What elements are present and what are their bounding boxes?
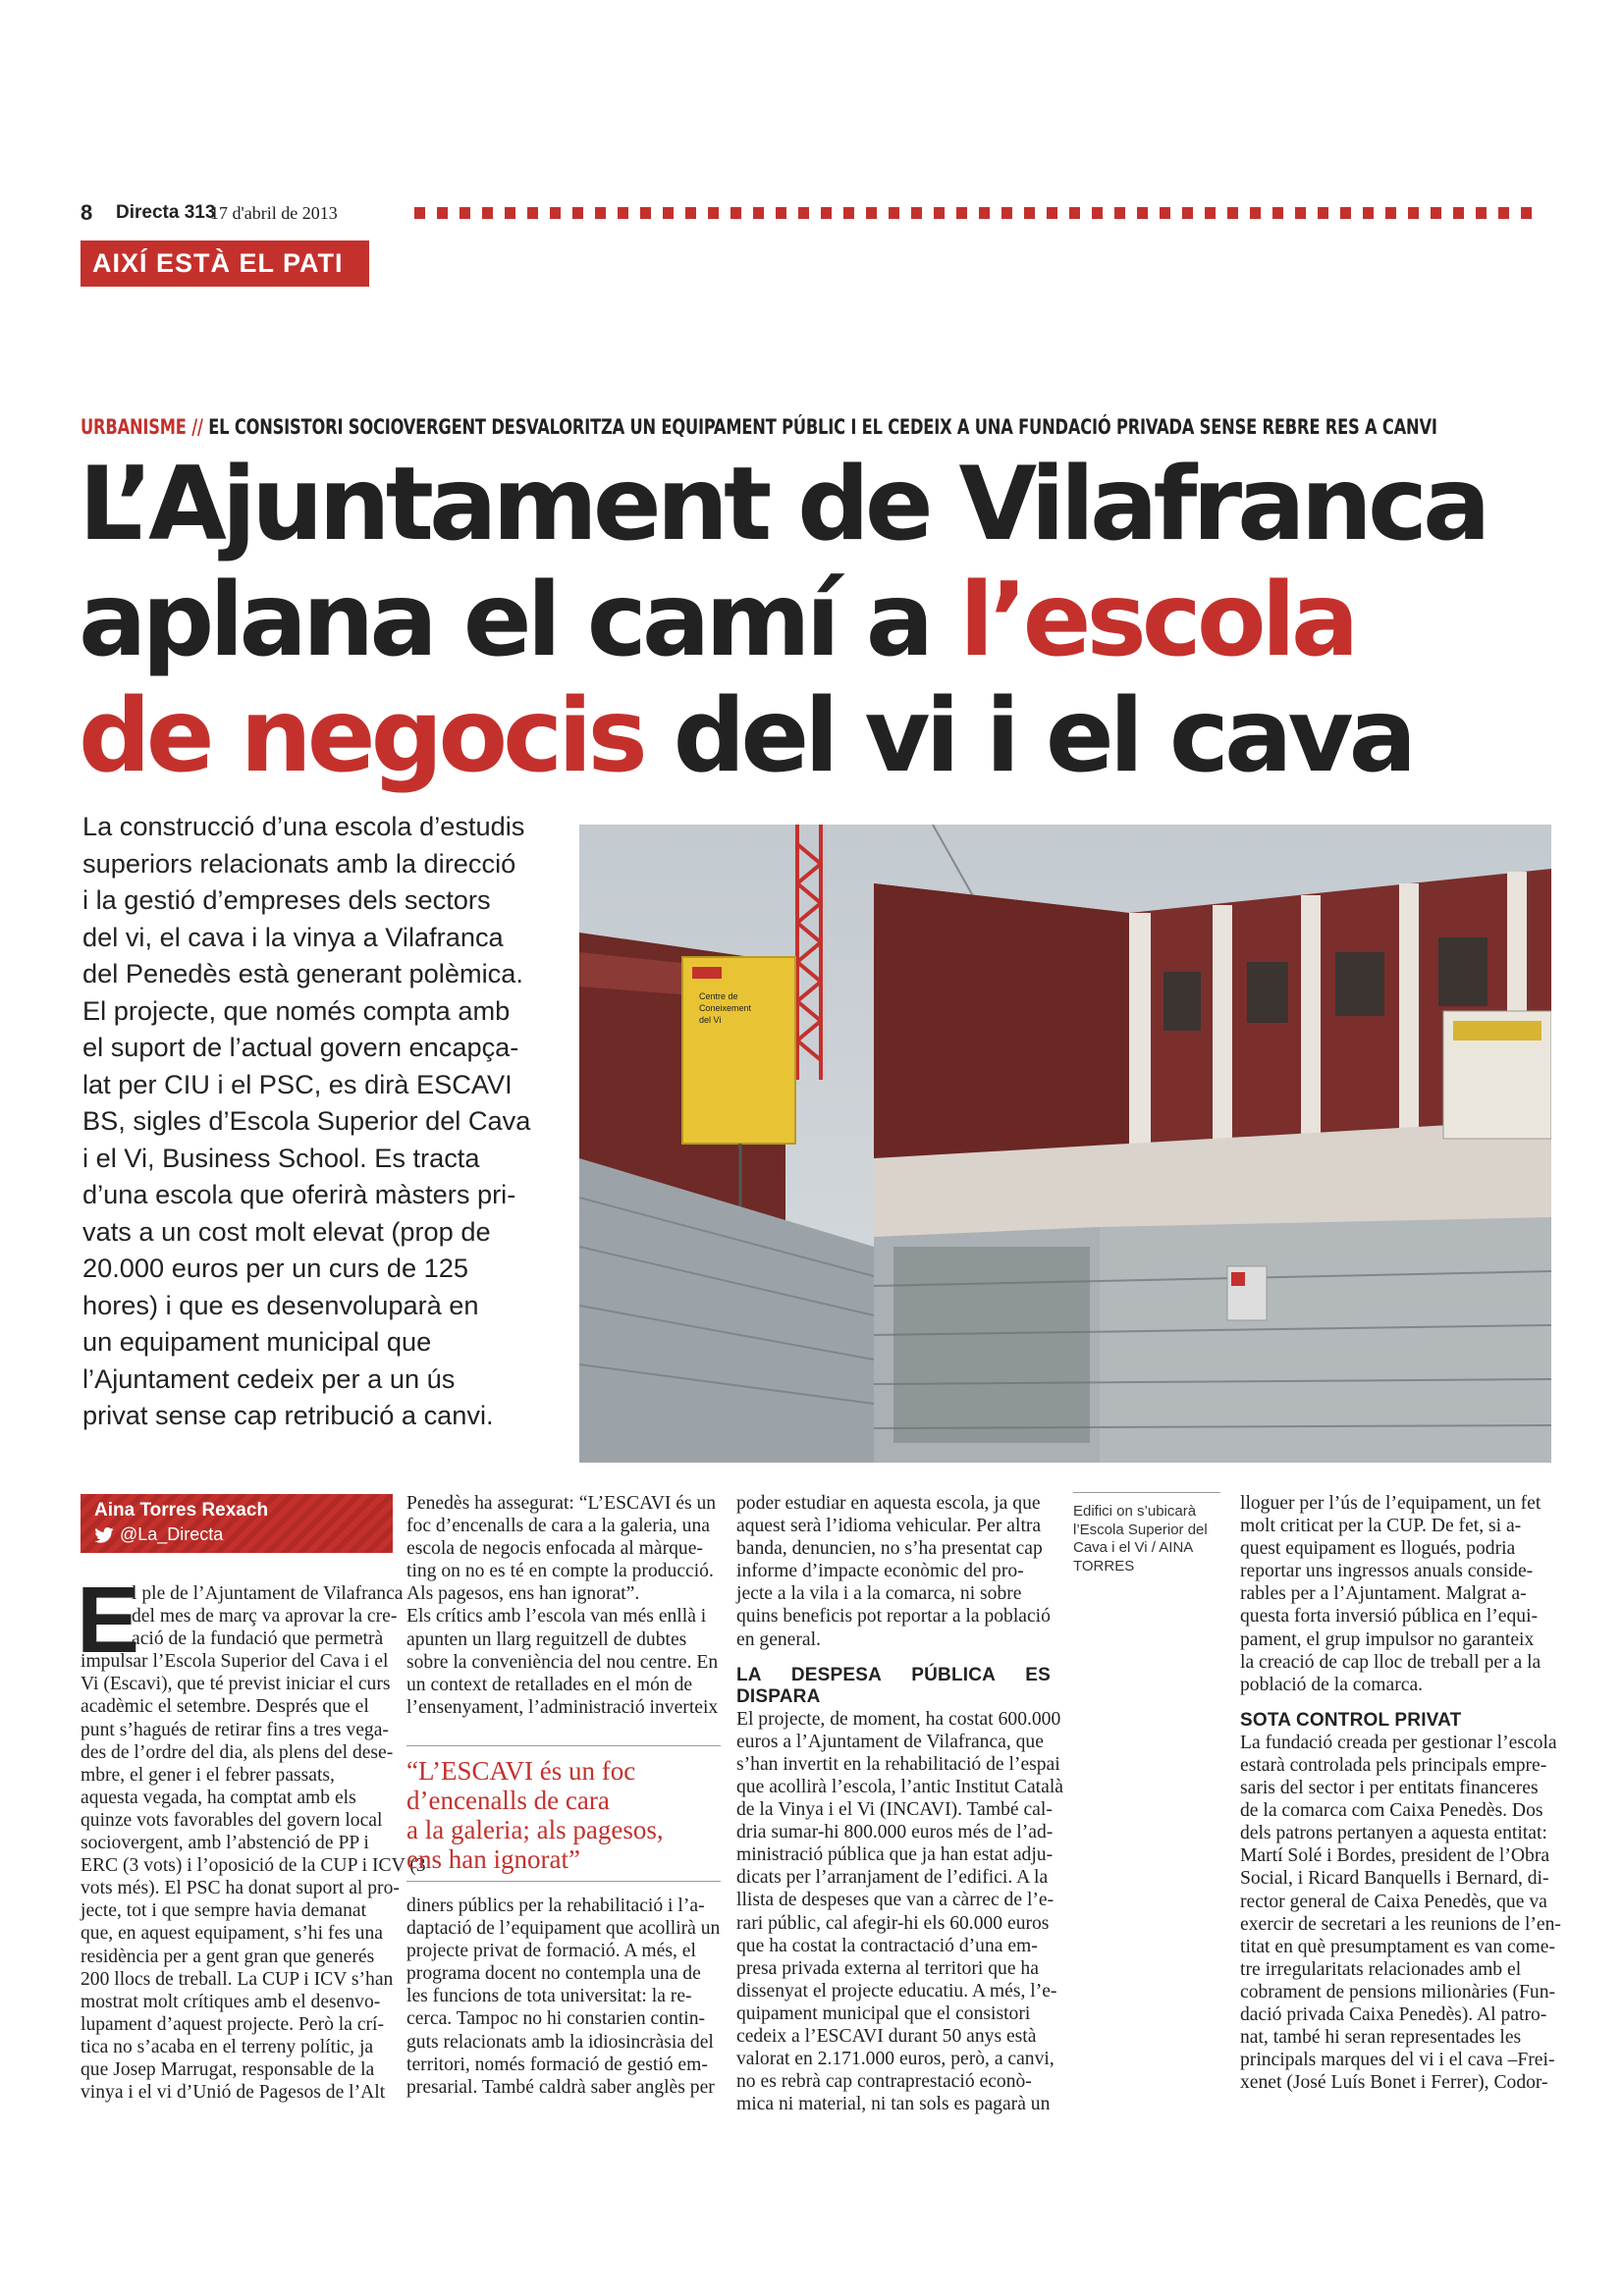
lead-line: un equipament municipal que: [82, 1326, 432, 1357]
col3b-line: El projecte, de moment, ha costat 600.000: [736, 1708, 1061, 1730]
col4b-line: La fundació creada per gestionar l’escola: [1240, 1732, 1557, 1753]
dropcap: E: [77, 1568, 140, 1673]
pull-line: d’encenalls de cara: [406, 1786, 610, 1815]
caption-line: l’Escola Superior del: [1073, 1521, 1208, 1538]
kicker-text: EL CONSISTORI SOCIOVERGENT DESVALORITZA UN EQUIPAMENT PÚBLIC I EL CEDEIX A UNA FUNDACIÓ PRIVADA SENSE REBRE RES A CANVI: [208, 415, 1437, 439]
col1-line: residència per a gent gran que generés: [81, 1946, 375, 1967]
photo-caption: [1073, 1492, 1220, 1575]
pull-line: ens han ignorat”: [406, 1844, 580, 1874]
kicker-category: URBANISME //: [81, 415, 203, 439]
col4b-line: Social, i Ricard Banquells i Bernard, di-: [1240, 1868, 1549, 1890]
col1-line: l ple de l’Ajuntament de Vilafranca: [132, 1583, 404, 1604]
lead-line: hores) i que es desenvoluparà en: [82, 1289, 479, 1320]
col1-line: ació de la fundació que permetrà: [132, 1629, 384, 1650]
col4a-line: població de la comarca.: [1240, 1674, 1424, 1695]
col3b-line: valorat en 2.171.000 euros, però, a canvi,: [736, 2049, 1055, 2070]
body-column-1: [81, 1582, 426, 2104]
col2b-line: diners públics per la rehabilitació i l’a-: [406, 1896, 705, 1916]
col1-line: jecte, tot i que sempre havia demanat: [81, 1900, 367, 1922]
headline-line-3-highlight: de negocis: [79, 677, 643, 795]
lead-line: 20.000 euros per un curs de 125: [82, 1253, 468, 1283]
col2-line: Als pagesos, ens han ignorat”.: [406, 1583, 640, 1605]
headline-line-3: [79, 678, 1571, 794]
col2-line: Penedès ha assegurat: “L’ESCAVI és un: [406, 1493, 717, 1514]
col4b-line: nat, també hi seran representades les: [1240, 2027, 1522, 2049]
col1-line: Vi (Escavi), que té previst iniciar el curs: [81, 1674, 391, 1695]
building-illustration: [579, 825, 1551, 1463]
body-column-2: [406, 1492, 721, 1719]
col2-line: apunten un llarg reguitzell de dubtes: [406, 1629, 687, 1650]
pull-line: “L’ESCAVI és un foc: [406, 1756, 636, 1786]
svg-text:del Vi: del Vi: [699, 1015, 722, 1025]
pull-quote: [406, 1745, 721, 1874]
col4b-line: xenet (José Luís Bonet i Ferrer), Codor-: [1240, 2072, 1548, 2094]
lead-line: el suport de l’actual govern encapça-: [82, 1032, 519, 1062]
col3a-line: quins beneficis pot reportar a la població: [736, 1606, 1051, 1628]
lead-line: La construcció d’una escola d’estudis: [82, 811, 525, 841]
lead-line: del Penedès està generant polèmica.: [82, 958, 523, 988]
col4b-line: cobrament de pensions milionàries (Fun-: [1240, 1981, 1556, 2002]
col3a-line: jecte a la vila i a la comarca, ni sobre: [736, 1583, 1022, 1605]
col2-line: foc d’encenalls de cara a la galeria, una: [406, 1516, 710, 1537]
twitter-handle[interactable]: [94, 1524, 223, 1545]
col3b-line: quipament municipal que el consistori: [736, 2002, 1031, 2024]
col1-line: del mes de març va aprovar la cre-: [132, 1606, 398, 1628]
col3b-line: de la Vinya i el Vi (INCAVI). També cal-: [736, 1799, 1053, 1821]
lead-line: vats a un cost molt elevat (prop de: [82, 1215, 491, 1247]
col1-line: ERC (3 vots) i l’oposició de la CUP i ICV (3: [81, 1855, 426, 1877]
col1-line: vots més). El PSC ha donat suport al pro-: [81, 1878, 400, 1899]
col3b-line: s’han invertit en la rehabilitació de l’espai: [736, 1753, 1060, 1775]
lead-line: lat per CIU i el PSC, es dirà ESCAVI: [82, 1068, 513, 1099]
col2b-line: les funcions de tota universitat: la re-: [406, 1986, 692, 2007]
column-4-part-b: [1240, 1732, 1561, 2095]
col3b-line: que ha costat la contractació d’una em-: [736, 1935, 1038, 1956]
col2-line: escola de negocis enfocada al màrque-: [406, 1538, 703, 1560]
caption-line: TORRES: [1073, 1557, 1135, 1575]
lead-line: superiors relacionats amb la direcció: [82, 847, 516, 879]
article-photo: [579, 825, 1551, 1463]
headline-line-3-text: del vi i el cava: [642, 677, 1413, 795]
col4a-line: reportar uns ingressos anuals conside-: [1240, 1561, 1534, 1582]
col3a-line: banda, denuncien, no s’ha presentat cap: [736, 1538, 1043, 1560]
lead-line: BS, sigles d’Escola Superior del Cava: [82, 1105, 531, 1136]
col4a-line: la creació de cap lloc de treball per a la: [1240, 1651, 1542, 1673]
col1-line: quinze vots favorables del govern local: [81, 1809, 383, 1831]
col3a-line: aquest serà l’idioma vehicular. Per altra: [736, 1516, 1042, 1537]
col4b-line: tre irregularitats relacionades amb el: [1240, 1958, 1522, 1980]
col4b-line: saris del sector i per entitats financeres: [1240, 1778, 1539, 1799]
col1-line: punt s’hagués de retirar fins a tres vega-: [81, 1719, 389, 1740]
col2b-line: guts relacionats amb la idiosincràsia del: [406, 2031, 714, 2053]
col1-line: impulsar l’Escola Superior del Cava i el: [81, 1651, 389, 1673]
svg-text:Centre de: Centre de: [699, 991, 738, 1001]
col2-line: sobre la conveniència del nou centre. En: [406, 1651, 719, 1673]
col1-line: acadèmic el setembre. Després que el: [81, 1696, 369, 1718]
publication-name: Directa 313: [116, 202, 216, 223]
headline-line-2-text: aplana el camí a: [79, 561, 960, 679]
col1-line: tica no s’acaba en el terreny polític, ja: [81, 2036, 374, 2057]
col1-line: mbre, el gener i el febrer passats,: [81, 1764, 335, 1786]
kicker: [81, 415, 1437, 439]
col2b-line: territori, només formació de gestió em-: [406, 2054, 708, 2075]
lead-line: El projecte, que només compta amb: [82, 994, 511, 1026]
col1-line: des de l’ordre del dia, als plens del dese-: [81, 1741, 394, 1763]
col4a-line: molt criticat per la CUP. De fet, si a-: [1240, 1516, 1522, 1537]
col1-line: que, en aquest equipament, s’hi fes una: [81, 1923, 383, 1945]
col4b-line: de la comarca com Caixa Penedès. Dos: [1240, 1800, 1543, 1822]
col1-line: lupament d’aquest projecte. Però la crí-: [81, 2013, 385, 2035]
headline-line-1: L’Ajuntament de Vilafranca: [79, 446, 1487, 563]
col4a-line: quest equipament es llogués, podria: [1240, 1538, 1516, 1560]
col3b-line: cedeix a l’ESCAVI durant 50 anys està: [736, 2025, 1037, 2047]
author-name: Aina Torres Rexach: [94, 1500, 269, 1521]
col2b-line: presarial. També caldrà saber anglès per: [406, 2076, 715, 2098]
col3b-line: no es rebrà cap contraprestació econò-: [736, 2071, 1032, 2093]
pull-line: a la galeria; als pagesos,: [406, 1815, 664, 1844]
page-number: 8: [81, 200, 93, 225]
col4b-line: dació privada Caixa Penedès). Al patro-: [1240, 2003, 1547, 2025]
twitter-handle-text: @La_Directa: [120, 1524, 224, 1544]
lead-line: l’Ajuntament cedeix per a un ús: [82, 1362, 456, 1394]
col4a-line: rables per a l’Ajuntament. Malgrat a-: [1240, 1583, 1527, 1605]
col4a-line: questa forta inversió pública en l’equi-: [1240, 1606, 1539, 1628]
header-dash-rule: [414, 207, 1543, 219]
col1-line: aquesta vegada, ha comptat amb els: [81, 1787, 356, 1808]
col3b-line: llista de despeses que van a càrrec de l’e-: [736, 1890, 1055, 1911]
subhead-private-control: SOTA CONTROL PRIVAT: [1240, 1709, 1462, 1731]
col4b-line: dels patrons pertanyen a aquesta entitat:: [1240, 1823, 1547, 1844]
lead-line: del vi, el cava i la vinya a Vilafranca: [82, 921, 504, 952]
col4a-line: pament, el grup impulsor no garanteix: [1240, 1629, 1535, 1650]
col1-line: vinya i el vi d’Unió de Pagesos de l’Alt: [81, 2082, 386, 2104]
col4b-line: estarà controlada pels principals empre-: [1240, 1754, 1547, 1776]
col3b-line: que acollirà l’escola, l’antic Institut Català: [736, 1776, 1063, 1797]
byline: [81, 1494, 393, 1553]
lead-line: i el Vi, Business School. Es tracta: [82, 1142, 480, 1173]
column-4-part-a: [1240, 1492, 1552, 1696]
col2-line: Els crítics amb l’escola van més enllà i: [406, 1606, 707, 1628]
col3b-line: presa privada externa al territori que ha: [736, 1957, 1039, 1979]
twitter-bird-icon: [94, 1527, 114, 1543]
col3b-line: mica ni material, ni tan sols es pagarà un: [736, 2094, 1051, 2115]
column-3-part-a: [736, 1492, 1051, 1651]
col2b-line: programa docent no contempla una de: [406, 1963, 701, 1985]
col4b-line: principals marques del vi i el cava –Frei-: [1240, 2050, 1555, 2071]
pull-quote-rule: [406, 1881, 721, 1882]
col4b-line: Martí Solé i Bordes, president de l’Obra: [1240, 1845, 1550, 1867]
col1-line: sociovergent, amb l’abstenció de PP i: [81, 1833, 369, 1854]
col2b-line: cerca. Tampoc no hi constarien contin-: [406, 2008, 706, 2030]
svg-text:Coneixement: Coneixement: [699, 1003, 752, 1013]
body-column-2-continued: [406, 1895, 721, 2099]
page-header: [81, 200, 1543, 230]
col3b-line: ministració pública que ja han estat adju-: [736, 1844, 1054, 1866]
col3a-line: en general.: [736, 1629, 821, 1650]
col3a-line: informe d’impacte econòmic del pro-: [736, 1561, 1024, 1582]
col3b-line: rari públic, cal afegir-hi els 60.000 euros: [736, 1912, 1050, 1934]
col4b-line: rector general de Caixa Penedès, que va: [1240, 1891, 1547, 1912]
lead-line: i la gestió d’empreses dels sectors: [82, 884, 491, 915]
subhead-public-spending: LA DESPESA PÚBLICA ES DISPARA: [736, 1664, 1051, 1707]
col2b-line: projecte privat de formació. A més, el: [406, 1941, 696, 1962]
col3b-line: dria sumar-hi 800.000 euros més de l’ad-: [736, 1822, 1054, 1843]
body-column-3: [736, 1492, 1063, 2115]
col1-line: mostrat molt crítiques amb el desenvo-: [81, 1991, 381, 2012]
col3b-line: dissenyat el projecte educatiu. A més, l’e-: [736, 1980, 1057, 2002]
body-column-4: [1240, 1492, 1561, 2094]
headline: [79, 447, 1571, 794]
caption-line: Cava i el Vi / AINA: [1073, 1539, 1194, 1556]
col3b-line: dicats per l’arranjament de l’edifici. A la: [736, 1867, 1049, 1889]
col3a-line: poder estudiar en aquesta escola, ja que: [736, 1493, 1041, 1514]
section-label: AIXÍ ESTÀ EL PATI: [81, 240, 369, 287]
col2-line: ting on no es té en compte la producció.: [406, 1561, 714, 1582]
publication-date: 17 d'abril de 2013: [210, 203, 338, 223]
col1-line: que Josep Marrugat, responsable de la: [81, 2058, 375, 2080]
headline-line-2: [79, 562, 1571, 678]
lead-paragraph: [82, 808, 562, 1434]
col3b-line: euros a l’Ajuntament de Vilafranca, que: [736, 1731, 1044, 1752]
lead-line: d’una escola que oferirà màsters pri-: [82, 1179, 516, 1209]
col4b-line: exercir de secretari a les reunions de l’en-: [1240, 1913, 1561, 1935]
col4b-line: titat en què presumptament es van come-: [1240, 1936, 1556, 1957]
column-3-part-b: [736, 1708, 1063, 2116]
caption-line: Edifici on s’ubicarà: [1073, 1503, 1197, 1520]
col2-line: l’ensenyament, l’administració inverteix: [406, 1696, 719, 1718]
lead-line: privat sense cap retribució a canvi.: [82, 1400, 494, 1430]
col2-line: un context de retallades en el món de: [406, 1674, 693, 1695]
col4a-line: lloguer per l’ús de l’equipament, un fet: [1240, 1493, 1542, 1514]
col2b-line: daptació de l’equipament que acollirà un: [406, 1918, 721, 1940]
headline-line-2-highlight: l’escola: [959, 561, 1355, 679]
col1-line: 200 llocs de treball. La CUP i ICV s’han: [81, 1968, 394, 1990]
